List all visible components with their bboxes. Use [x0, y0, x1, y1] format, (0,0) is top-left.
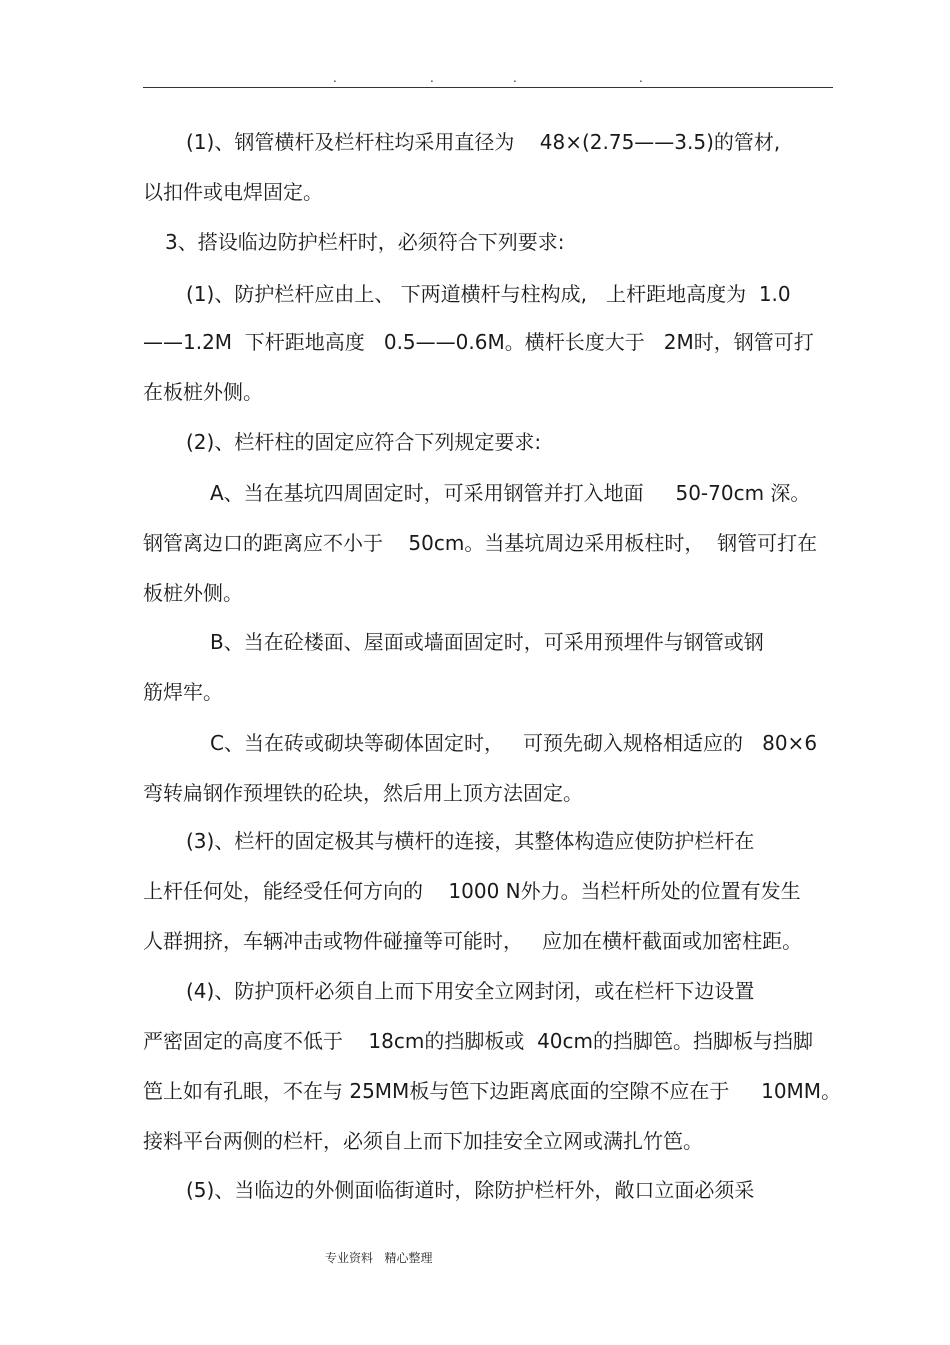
header-dot: . [333, 71, 337, 85]
text-line: 以扣件或电焊固定。 [143, 180, 323, 204]
header-rule [143, 87, 833, 88]
header-dot: . [513, 71, 517, 85]
text-line: 接料平台两侧的栏杆，必须自上而下加挂安全立网或满扎竹笆。 [143, 1129, 703, 1153]
text-line: (1)、防护栏杆应由上、 下两道横杆与柱构成, 上杆距地高度为 1.0 [186, 282, 791, 306]
text-line: 笆上如有孔眼，不在与 25MM板与笆下边距离底面的空隙不应在于 10MM。 [143, 1079, 842, 1103]
header-dot: . [639, 71, 643, 85]
text-line: 上杆任何处，能经受任何方向的 1000 N外力。当栏杆所处的位置有发生 [143, 879, 801, 903]
text-line: 钢管离边口的距离应不小于 50cm。当基坑周边采用板柱时， 钢管可打在 [143, 531, 818, 555]
text-line: 严密固定的高度不低于 18cm的挡脚板或 40cm的挡脚笆。挡脚板与挡脚 [143, 1029, 813, 1053]
text-line: (5)、当临边的外侧面临街道时，除防护栏杆外，敞口立面必须采 [186, 1178, 755, 1202]
text-line: 板桩外侧。 [143, 581, 243, 605]
text-line: 人群拥挤，车辆冲击或物件碰撞等可能时， 应加在横杆截面或加密柱距。 [143, 929, 803, 953]
text-line: 在板桩外侧。 [143, 380, 263, 404]
section-heading: 3、搭设临边防护栏杆时，必须符合下列要求: [165, 230, 565, 254]
text-line: B、当在砼楼面、屋面或墙面固定时，可采用预埋件与钢管或钢 [210, 630, 764, 654]
text-line: (1)、钢管横杆及栏杆柱均采用直径为 48×(2.75——3.5)的管材, [186, 130, 781, 154]
text-line: 弯转扁钢作预埋铁的砼块，然后用上顶方法固定。 [143, 781, 583, 805]
text-line: A、当在基坑四周固定时，可采用钢管并打入地面 50-70cm 深。 [210, 481, 811, 505]
text-line: (3)、栏杆的固定极其与横杆的连接，其整体构造应使防护栏杆在 [186, 829, 755, 853]
text-line: 筋焊牢。 [143, 680, 223, 704]
page-footer: 专业资料 精心整理 [325, 1251, 433, 1265]
text-line: ——1.2M 下杆距地高度 0.5——0.6M。横杆长度大于 2M时，钢管可打 [143, 330, 814, 354]
text-line: (4)、防护顶杆必须自上而下用安全立网封闭，或在栏杆下边设置 [186, 979, 755, 1003]
header-dot: . [430, 71, 434, 85]
text-line: C、当在砖或砌块等砌体固定时， 可预先砌入规格相适应的 80×6 [210, 731, 818, 755]
text-line: (2)、栏杆柱的固定应符合下列规定要求: [186, 430, 542, 454]
